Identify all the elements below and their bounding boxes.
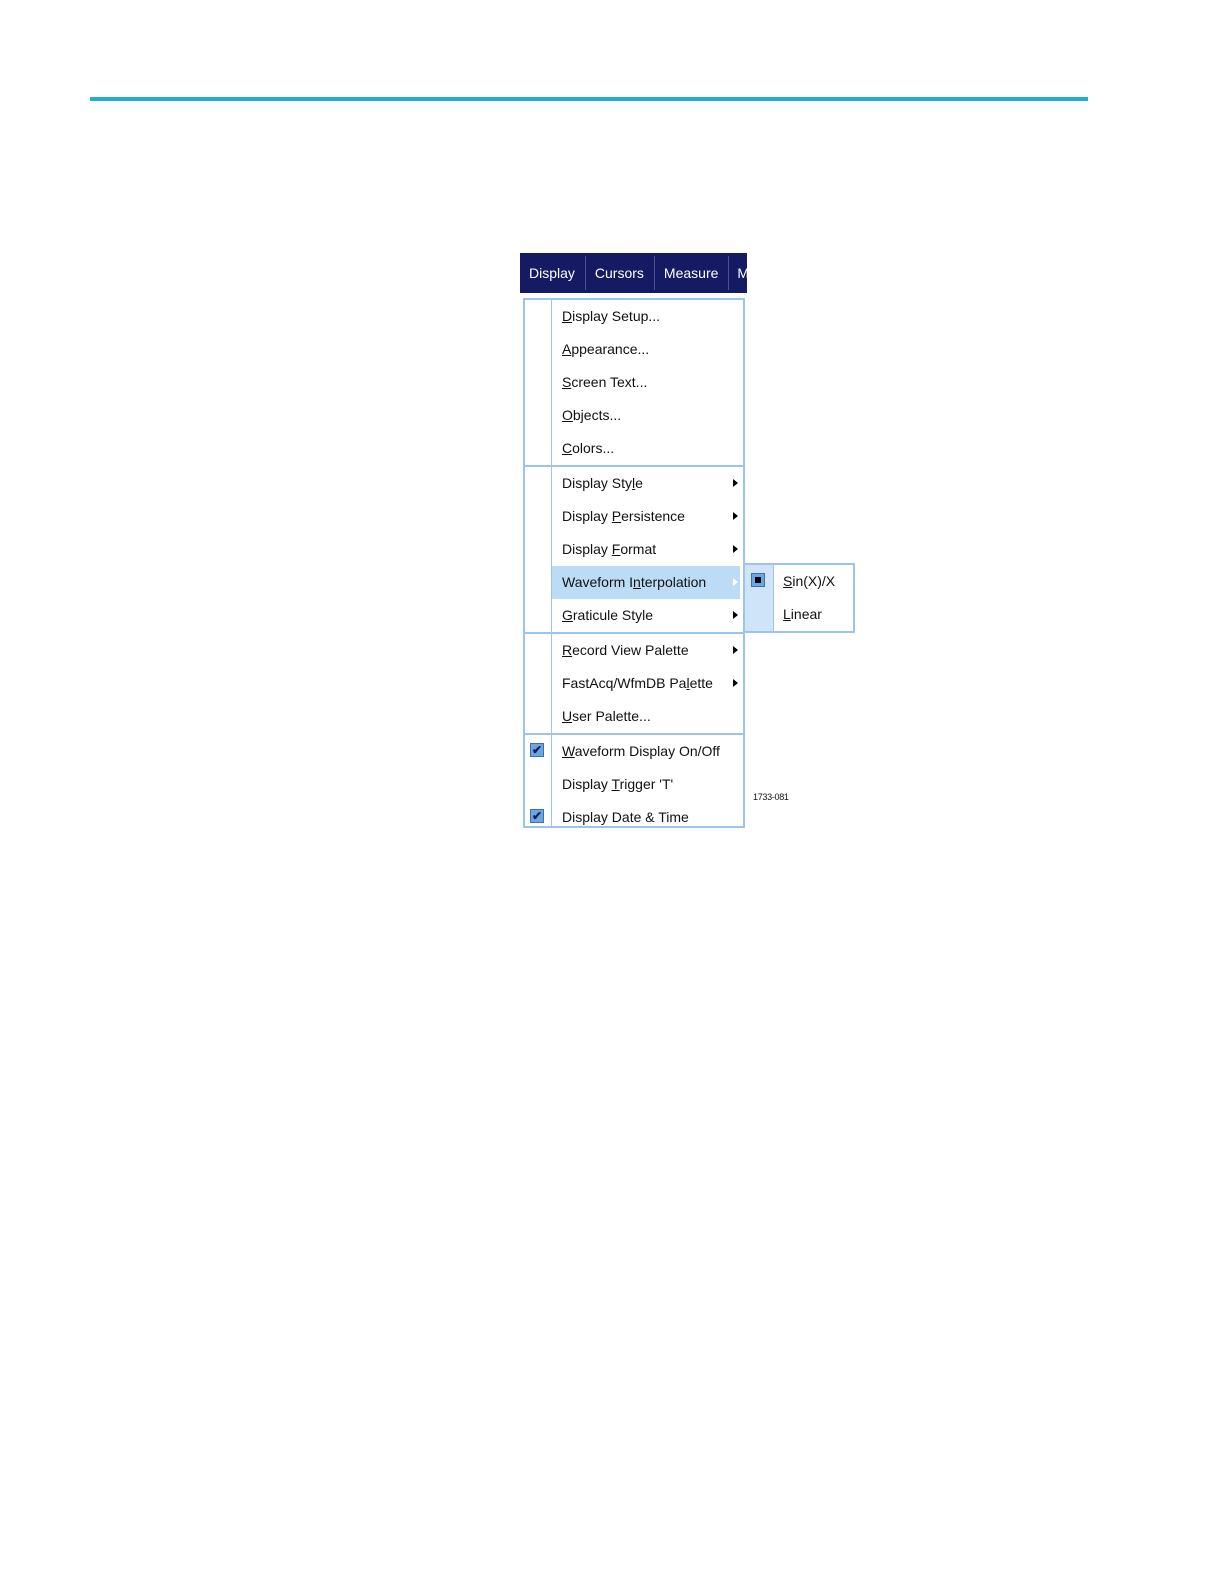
menu-item-display-persistence[interactable] bbox=[525, 500, 743, 533]
menu-item-label bbox=[783, 598, 822, 631]
mnemonic-letter: U bbox=[562, 708, 573, 724]
mnemonic-letter: S bbox=[783, 573, 793, 589]
menu-item-waveform-interpolation[interactable] bbox=[525, 566, 743, 599]
menu-item-record-view-palette[interactable] bbox=[525, 634, 743, 667]
label-text: Display bbox=[562, 541, 612, 557]
menu-item-fastacq-wfmdb-palette[interactable] bbox=[525, 667, 743, 700]
menu-cursors[interactable]: Cursors bbox=[586, 256, 655, 290]
menu-item-display-date-time[interactable] bbox=[525, 801, 743, 834]
checkmark-icon: ✔ bbox=[531, 809, 543, 823]
label-text: e bbox=[635, 475, 643, 491]
figure-number: 1733-081 bbox=[753, 792, 789, 802]
page-header-rule bbox=[90, 97, 1088, 101]
menu-item-label bbox=[562, 566, 706, 599]
mnemonic-letter: A bbox=[562, 341, 572, 357]
label-text: ser Palette... bbox=[572, 708, 651, 724]
label-text: ette bbox=[689, 675, 713, 691]
menu-item-label bbox=[562, 366, 647, 399]
menu-item-label bbox=[562, 333, 649, 366]
selected-indicator-icon bbox=[751, 573, 765, 587]
menu-item-objects[interactable] bbox=[525, 399, 743, 432]
menu-item-label bbox=[562, 634, 689, 667]
submenu-arrow-icon bbox=[733, 679, 738, 687]
menu-more[interactable]: M bbox=[737, 265, 750, 281]
label-text: aveform Display On/Off bbox=[574, 743, 720, 759]
label-text: terpolation bbox=[640, 574, 707, 590]
mnemonic-letter: n bbox=[633, 574, 641, 590]
label-text: raticule Style bbox=[572, 607, 654, 623]
label-text: olors... bbox=[572, 440, 615, 456]
menu-item-display-style[interactable] bbox=[525, 467, 743, 500]
menu-item-graticule-style[interactable] bbox=[525, 599, 743, 632]
menu-display[interactable]: Display bbox=[520, 256, 586, 290]
mnemonic-letter: O bbox=[562, 407, 573, 423]
label-text: Display Date & Time bbox=[562, 809, 689, 825]
submenu-arrow-icon bbox=[733, 611, 738, 619]
menu-item-label bbox=[562, 667, 713, 700]
label-text: ecord View Palette bbox=[572, 642, 689, 658]
menu-item-label bbox=[562, 467, 643, 500]
menu-bar bbox=[520, 253, 750, 293]
label-text: FastAcq/WfmDB Pa bbox=[562, 675, 687, 691]
mnemonic-letter: R bbox=[562, 642, 573, 658]
label-text: Display bbox=[562, 776, 612, 792]
submenu-item-sin-x-x[interactable] bbox=[745, 565, 853, 598]
interpolation-submenu bbox=[743, 563, 855, 633]
mnemonic-letter: l bbox=[632, 475, 636, 491]
menu-item-user-palette[interactable] bbox=[525, 700, 743, 733]
menu-item-label bbox=[562, 500, 685, 533]
mnemonic-letter: F bbox=[611, 541, 621, 557]
menu-item-label bbox=[562, 432, 614, 465]
label-text: Display bbox=[562, 508, 612, 524]
checkmark-icon: ✔ bbox=[531, 743, 543, 757]
mnemonic-letter: W bbox=[562, 743, 575, 759]
label-text: inear bbox=[790, 606, 822, 622]
menu-item-display-format[interactable] bbox=[525, 533, 743, 566]
mnemonic-letter: S bbox=[562, 374, 572, 390]
menu-item-display-setup[interactable] bbox=[525, 300, 743, 333]
menu-item-label bbox=[562, 768, 673, 801]
menu-item-label bbox=[562, 735, 720, 768]
label-text: creen Text... bbox=[571, 374, 648, 390]
submenu-arrow-icon bbox=[733, 479, 738, 487]
mnemonic-letter: T bbox=[611, 776, 620, 792]
mnemonic-letter: L bbox=[783, 606, 791, 622]
submenu-arrow-icon bbox=[733, 578, 738, 586]
label-text: ppearance... bbox=[571, 341, 650, 357]
submenu-item-linear[interactable] bbox=[745, 598, 853, 631]
mnemonic-letter: P bbox=[611, 508, 622, 524]
menu-screenshot bbox=[520, 253, 860, 825]
menu-item-screen-text[interactable] bbox=[525, 366, 743, 399]
label-text: rigger 'T' bbox=[619, 776, 674, 792]
menu-item-display-trigger-t[interactable] bbox=[525, 768, 743, 801]
menu-item-label bbox=[562, 533, 656, 566]
mnemonic-letter: l bbox=[686, 675, 690, 691]
menu-item-label bbox=[562, 801, 689, 834]
submenu-arrow-icon bbox=[733, 512, 738, 520]
menu-item-label bbox=[562, 300, 660, 333]
display-dropdown-menu bbox=[523, 298, 745, 828]
label-text: isplay Setup... bbox=[572, 308, 661, 324]
label-text: in(X)/X bbox=[792, 573, 836, 589]
menu-measure[interactable]: Measure bbox=[655, 256, 729, 290]
menu-item-label bbox=[562, 399, 621, 432]
label-text: ersistence bbox=[621, 508, 685, 524]
selected-dot bbox=[755, 577, 761, 583]
label-text: Waveform I bbox=[562, 574, 634, 590]
menu-item-waveform-display-on-off[interactable] bbox=[525, 735, 743, 768]
label-text: ormat bbox=[620, 541, 657, 557]
menu-item-label bbox=[562, 700, 651, 733]
submenu-arrow-icon bbox=[733, 646, 738, 654]
menu-item-colors[interactable] bbox=[525, 432, 743, 465]
mnemonic-letter: C bbox=[562, 440, 573, 456]
mnemonic-letter: G bbox=[562, 607, 573, 623]
submenu-arrow-icon bbox=[733, 545, 738, 553]
menu-item-label bbox=[562, 599, 653, 632]
menu-item-label bbox=[783, 565, 835, 598]
label-text: bjects... bbox=[572, 407, 622, 423]
mnemonic-letter: D bbox=[562, 308, 573, 324]
label-text: Display Sty bbox=[562, 475, 633, 491]
menu-item-appearance[interactable] bbox=[525, 333, 743, 366]
